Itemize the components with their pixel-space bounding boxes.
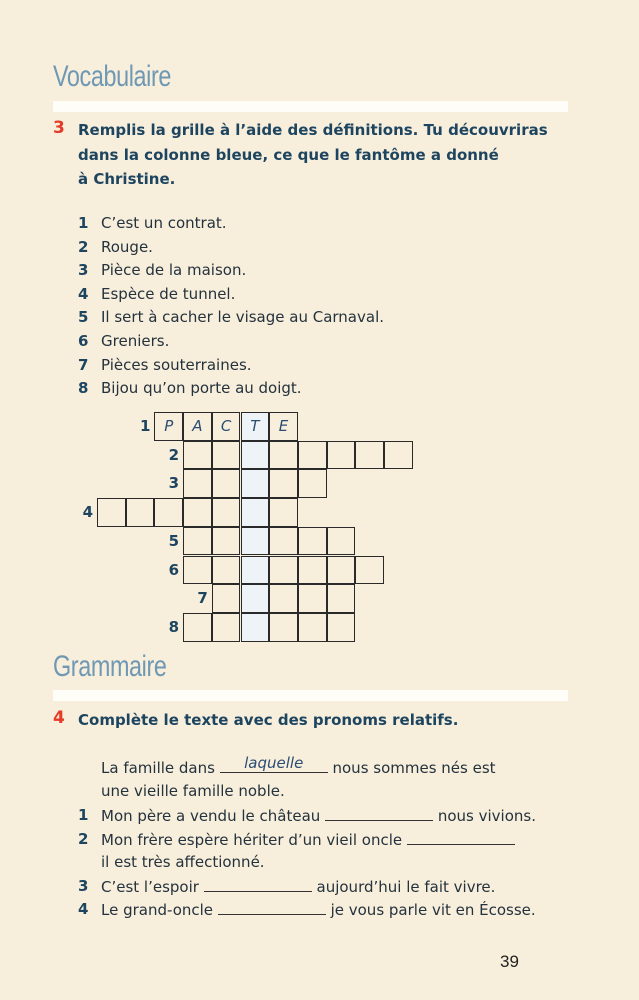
crossword-row-number: 4 (82, 503, 93, 522)
item-number: 2 (78, 829, 89, 848)
crossword-cell[interactable] (212, 527, 241, 556)
instruction-line: dans la colonne bleue, ce que le fantôme a donné (78, 145, 499, 164)
definition-number: 2 (78, 237, 89, 256)
crossword-cell[interactable] (212, 441, 241, 470)
definition-text: Rouge. (101, 237, 153, 256)
crossword-cell[interactable] (212, 469, 241, 498)
crossword-cell[interactable] (327, 441, 356, 470)
crossword-cell[interactable] (212, 556, 241, 585)
crossword-cell[interactable] (241, 527, 270, 556)
sentence-text: nous sommes nés est (332, 759, 496, 777)
item-number: 4 (78, 900, 89, 919)
crossword-cell[interactable] (269, 498, 298, 527)
crossword-row-number: 2 (168, 445, 180, 464)
crossword-cell[interactable] (126, 498, 155, 527)
sentence-text: aujourd’hui le fait vivre. (316, 877, 496, 896)
answer-blank[interactable] (204, 877, 312, 892)
instruction-line: à Christine. (78, 170, 176, 188)
crossword-cell[interactable] (241, 584, 270, 613)
definition-number: 4 (78, 284, 89, 303)
crossword-cell[interactable] (183, 441, 212, 470)
page-number: 39 (500, 952, 519, 971)
crossword-cell[interactable]: E (269, 412, 298, 441)
example-sentence-line2: une vieille famille noble. (101, 782, 285, 800)
section-heading-grammaire: Grammaire (53, 650, 167, 683)
sentence-text: Mon frère espère hériter d’un vieil oncle (101, 830, 403, 849)
sentence-text: La famille dans (101, 759, 215, 777)
definition-number: 6 (78, 332, 89, 350)
crossword-cell[interactable]: P (154, 412, 183, 441)
crossword-cell[interactable] (298, 613, 327, 642)
crossword-cell[interactable] (327, 556, 356, 585)
crossword-cell[interactable] (355, 556, 384, 585)
definition-text: Pièce de la maison. (101, 261, 247, 280)
item-sentence (101, 877, 495, 896)
exercise-number: 4 (53, 708, 65, 728)
definition-text: Bijou qu’on porte au doigt. (101, 379, 302, 398)
definition-number: 5 (78, 308, 89, 327)
crossword-row-number: 3 (168, 474, 180, 493)
answer-text: laquelle (244, 754, 304, 772)
item-number: 1 (78, 806, 89, 824)
definition-number: 1 (78, 214, 89, 232)
crossword-cell[interactable] (298, 469, 327, 498)
crossword-cell[interactable] (212, 584, 241, 613)
crossword-cell[interactable] (269, 469, 298, 498)
crossword-cell[interactable] (327, 613, 356, 642)
crossword-cell[interactable] (241, 498, 270, 527)
sentence-text: je vous parle vit en Écosse. (330, 901, 536, 920)
instruction-line: Remplis la grille à l’aide des définitions. Tu découvriras (78, 121, 548, 139)
crossword-cell[interactable] (241, 469, 270, 498)
exercise-instruction (78, 118, 548, 192)
crossword-cell[interactable] (183, 556, 212, 585)
answer-blank[interactable] (325, 806, 433, 821)
crossword-cell[interactable] (183, 527, 212, 556)
item-sentence (101, 900, 536, 919)
definition-text: Greniers. (101, 332, 170, 350)
crossword-cell[interactable] (355, 441, 384, 470)
crossword-cell[interactable] (183, 469, 212, 498)
crossword-row-number: 6 (168, 560, 180, 579)
crossword-cell[interactable] (298, 527, 327, 556)
section-divider (53, 690, 568, 701)
item-sentence-line2: il est très affectionné. (101, 853, 265, 872)
exercise-number: 3 (53, 118, 65, 138)
sentence-text: Mon père a vendu le château (101, 807, 321, 825)
crossword-cell[interactable] (269, 441, 298, 470)
crossword-cell[interactable] (298, 556, 327, 585)
sentence-text: nous vivions. (437, 807, 536, 825)
crossword-cell[interactable] (241, 441, 270, 470)
crossword-cell[interactable] (269, 527, 298, 556)
crossword-cell[interactable] (327, 527, 356, 556)
crossword-row-number: 5 (168, 531, 180, 550)
definition-number: 8 (78, 379, 89, 398)
crossword-cell[interactable]: A (183, 412, 212, 441)
definition-text: Pièces souterraines. (101, 355, 252, 374)
crossword-cell[interactable] (212, 613, 241, 642)
crossword-cell[interactable] (384, 441, 413, 470)
section-heading-vocabulaire: Vocabulaire (53, 60, 172, 93)
crossword-cell[interactable]: T (241, 412, 270, 441)
definition-text: Espèce de tunnel. (101, 284, 236, 303)
crossword-cell[interactable] (241, 613, 270, 642)
crossword-cell[interactable] (183, 613, 212, 642)
crossword-cell[interactable]: C (212, 412, 241, 441)
crossword-cell[interactable] (241, 556, 270, 585)
definition-text: Il sert à cacher le visage au Carnaval. (101, 308, 385, 327)
crossword-cell[interactable] (269, 613, 298, 642)
example-sentence (101, 754, 496, 777)
answer-blank[interactable] (407, 830, 515, 845)
definition-text: C’est un contrat. (101, 214, 227, 232)
crossword-cell[interactable] (269, 584, 298, 613)
answer-blank[interactable] (220, 754, 328, 773)
item-sentence (101, 830, 515, 849)
section-divider (53, 101, 568, 112)
crossword-row-number: 8 (168, 617, 180, 636)
crossword-row-number: 7 (197, 589, 208, 608)
item-number: 3 (78, 876, 89, 895)
definition-number: 3 (78, 261, 89, 280)
answer-blank[interactable] (218, 900, 326, 915)
crossword-cell[interactable] (212, 498, 241, 527)
crossword-cell[interactable] (298, 584, 327, 613)
sentence-text: Le grand-oncle (101, 901, 214, 920)
sentence-text: C’est l’espoir (101, 877, 199, 896)
crossword-cell[interactable] (97, 498, 126, 527)
crossword-cell[interactable] (154, 498, 183, 527)
item-sentence (101, 806, 536, 825)
definition-number: 7 (78, 355, 89, 374)
crossword-row-number: 1 (139, 417, 151, 435)
exercise-instruction: Complète le texte avec des pronoms relatifs. (78, 711, 459, 729)
crossword-cell[interactable] (327, 584, 356, 613)
crossword-cell[interactable] (269, 556, 298, 585)
crossword-cell[interactable] (298, 441, 327, 470)
crossword-cell[interactable] (183, 498, 212, 527)
